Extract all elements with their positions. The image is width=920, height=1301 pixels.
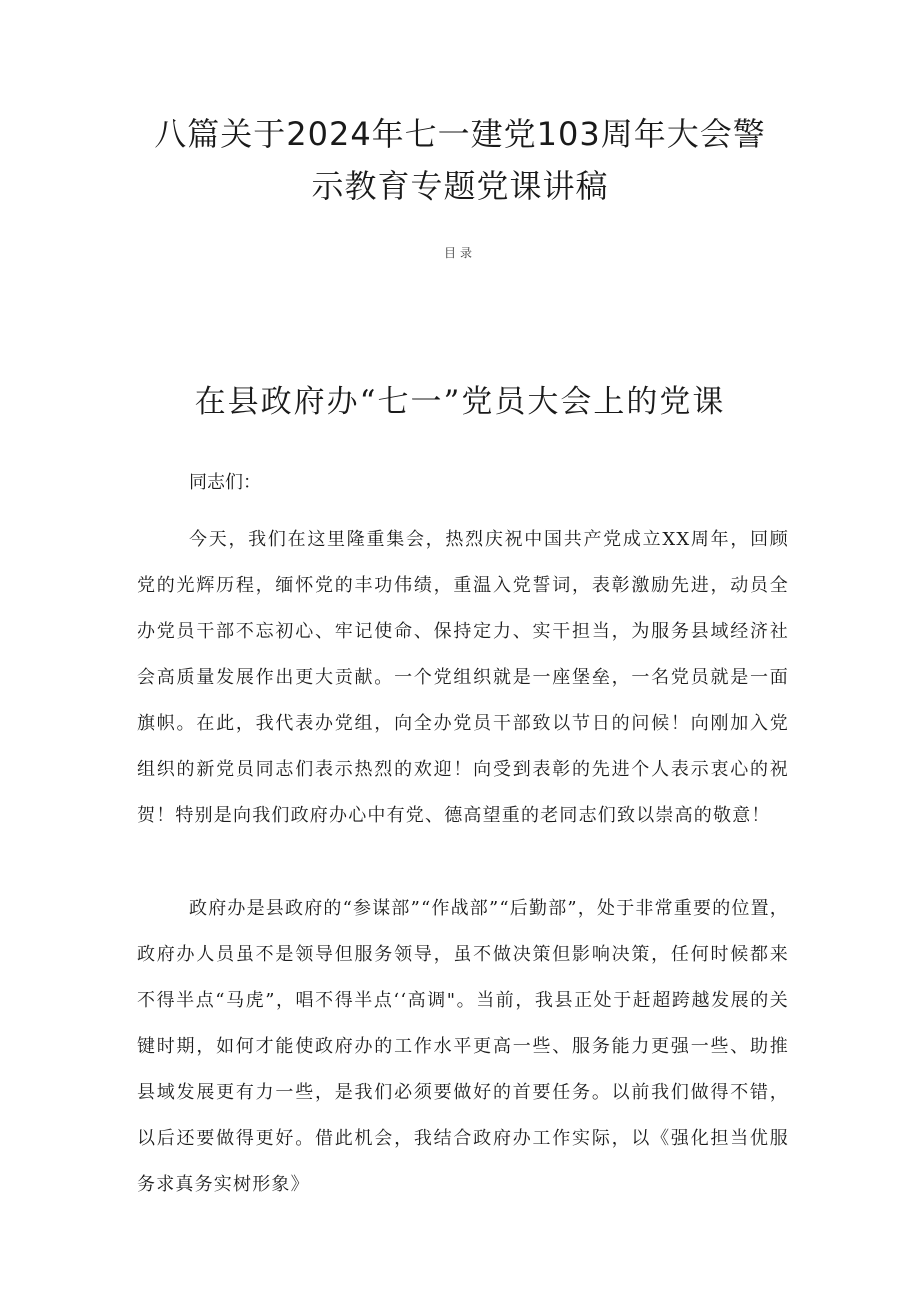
body-paragraph: 政府办是县政府的“参谋部”“作战部”“后勤部”，处于非常重要的位置，政府办人员虽不是领导但服务领导，虽不做决策但影响决策，任何时候都来不得半点“马虎”，唱不得半点‘‘高调"。当前，我县正处于赶超跨越发展的关键时期，如何才能使政府办的工作水平更高一些、服务能力更强一些、助推县域发展更有力一些，是我们必须要做好的首要任务。以前我们做得不错，以后还要做得更好。借此机会，我结合政府办工作实际，以《强化担当优服务求真务实树形象》: [137, 898, 790, 1195]
table-of-contents-label: 目录: [443, 246, 476, 260]
document-title-line-2: 示教育专题党课讲稿: [311, 167, 609, 205]
document-title-line-1: 八篇关于2024年七一建党103周年大会警: [154, 115, 766, 153]
salutation: 同志们：: [189, 472, 261, 493]
body-paragraph: 今天，我们在这里隆重集会，热烈庆祝中国共产党成立XX周年，回顾党的光辉历程，缅怀党的丰功伟绩，重温入党誓词，表彰激励先进，动员全办党员干部不忘初心、牢记使命、保持定力、实干担当，为服务县域经济社会高质量发展作出更大贡献。一个党组织就是一座堡垒，一名党员就是一面旗帜。在此，我代表办党组，向全办党员干部致以节日的问候！向刚加入党组织的新党员同志们表示热烈的欢迎！向受到表彰的先进个人表示衷心的祝贺！特别是向我们政府办心中有党、德高望重的老同志们致以崇高的敬意！: [137, 529, 789, 826]
section-title: 在县政府办“七一”党员大会上的党课: [194, 384, 726, 420]
